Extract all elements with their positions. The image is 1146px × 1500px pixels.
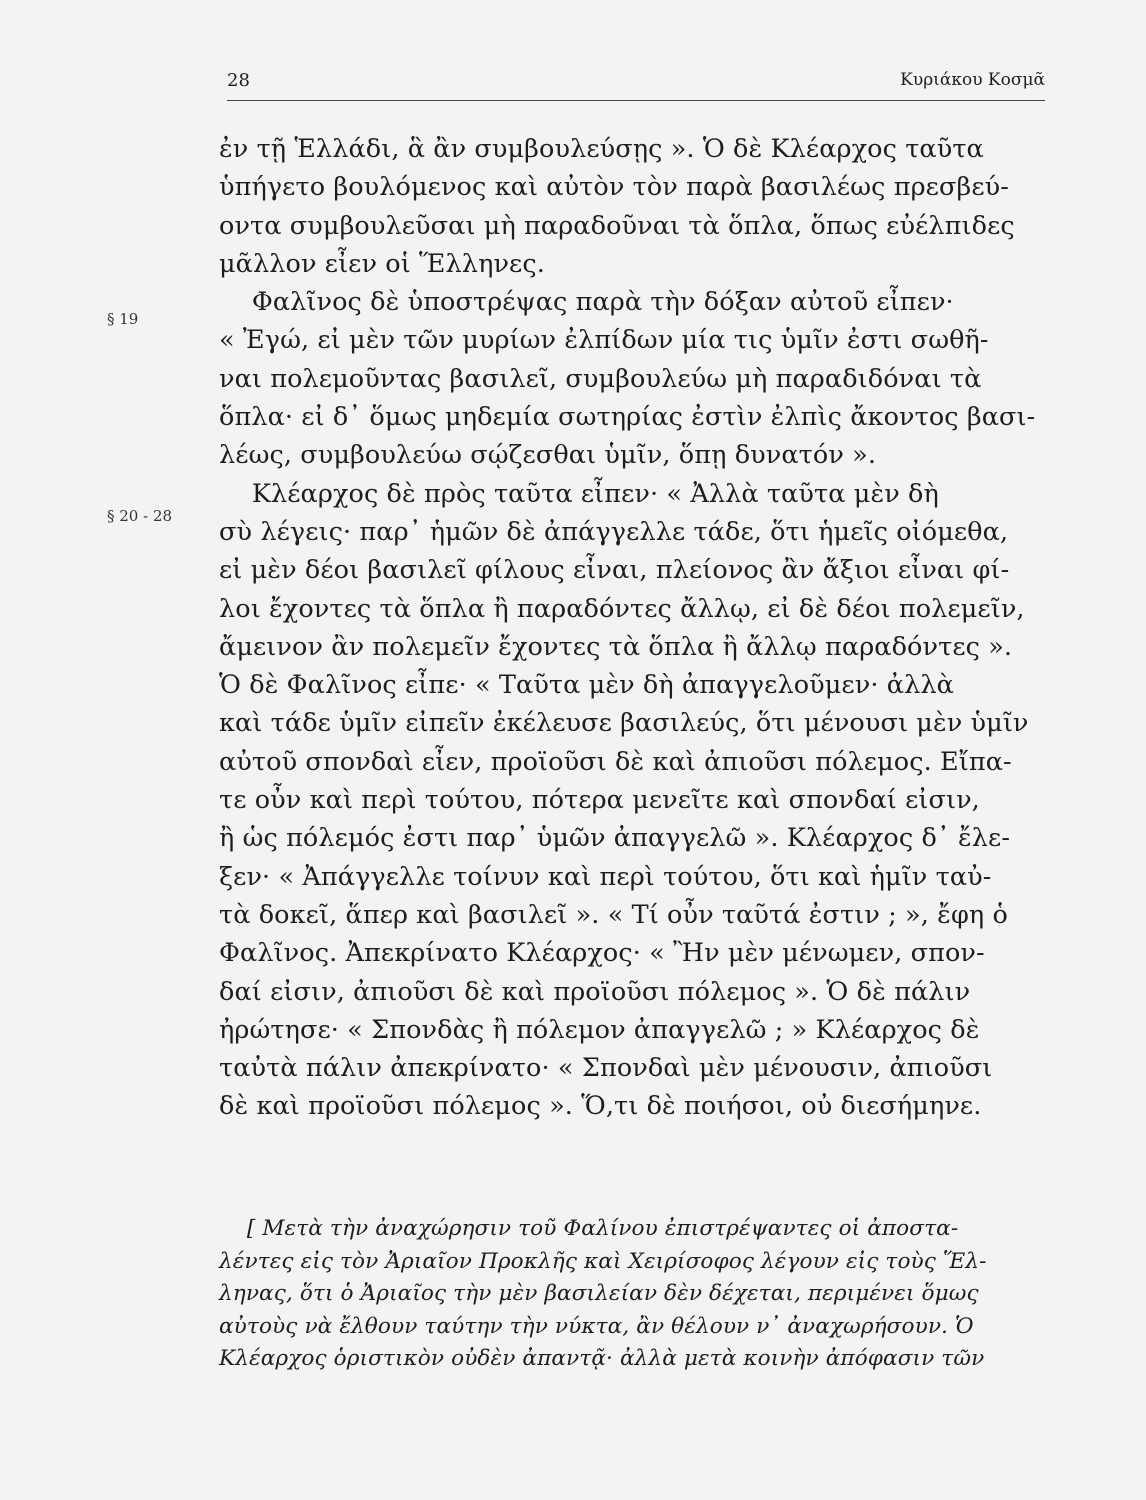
text-line: σὺ λέγεις· παρ᾽ ἡμῶν δὲ ἀπάγγελλε τάδε, ὅτι ἡμεῖς οἰόμεθα, xyxy=(219,516,1009,547)
text-line: τὰ δοκεῖ, ἅπερ καὶ βασιλεῖ ». « Τί οὖν ταῦτά ἐστιν ; », ἔφη ὁ xyxy=(219,899,1008,930)
summary-line: λέντες εἰς τὸν Ἀριαῖον Προκλῆς καὶ Χειρίσοφος λέγουν εἰς τοὺς Ἕλ- xyxy=(219,1248,987,1274)
text-line: εἰ μὲν δέοι βασιλεῖ φίλους εἶναι, πλείονος ἂν ἄξιοι εἶναι φί- xyxy=(219,555,1010,586)
text-line: δὲ καὶ προϊοῦσι πόλεμος ». Ὅ,τι δὲ ποιήσοι, οὐ διεσήμηνε. xyxy=(219,1091,982,1122)
text-line: ὅπλα· εἰ δ᾽ ὅμως μηδεμία σωτηρίας ἐστὶν ἐλπὶς ἄκοντος βασι- xyxy=(219,402,1036,433)
text-line: λοι ἔχοντες τὰ ὅπλα ἢ παραδόντες ἄλλῳ, εἰ δὲ δέοι πολεμεῖν, xyxy=(219,593,1025,624)
margin-note-section-19: § 19 xyxy=(107,310,139,328)
text-line: ταὐτὰ πάλιν ἀπεκρίνατο· « Σπονδαὶ μὲν μένουσιν, ἀπιοῦσι xyxy=(219,1053,993,1084)
text-line: αὐτοῦ σπονδαὶ εἶεν, προϊοῦσι δὲ καὶ ἀπιοῦσι πόλεμος. Εἴπα- xyxy=(219,746,1012,777)
text-line: ἐν τῇ Ἑλλάδι, ἃ ἂν συμβουλεύσῃς ». Ὁ δὲ Κλέαρχος ταῦτα xyxy=(219,134,984,164)
running-head: Κυριάκου Κοσμᾶ xyxy=(900,70,1045,90)
text-line: Φαλῖνος. Ἀπεκρίνατο Κλέαρχος· « Ἢν μὲν μένωμεν, σπον- xyxy=(219,938,985,969)
summary-line: Κλέαρχος ὁριστικὸν οὐδὲν ἀπαντᾷ· ἀλλὰ μετὰ κοινὴν ἀπόφασιν τῶν xyxy=(219,1346,985,1371)
page-header xyxy=(227,70,1045,94)
text-line: ναι πολεμοῦντας βασιλεῖ, συμβουλεύω μὴ παραδιδόναι τὰ xyxy=(219,363,982,394)
text-line: μᾶλλον εἶεν οἱ Ἕλληνες. xyxy=(219,248,545,279)
margin-note-section-20-28: § 20 - 28 xyxy=(107,507,173,525)
text-line: καὶ τάδε ὑμῖν εἰπεῖν ἐκέλευσε βασιλεύς, ὅτι μένουσι μὲν ὑμῖν xyxy=(219,708,1029,739)
text-line: ἠρώτησε· « Σπονδὰς ἢ πόλεμον ἀπαγγελῶ ; » Κλέαρχος δὲ xyxy=(219,1014,980,1045)
text-line: Φαλῖνος δὲ ὑποστρέψας παρὰ τὴν δόξαν αὐτοῦ εἶπεν· xyxy=(219,287,954,318)
text-line: Ὁ δὲ Φαλῖνος εἶπε· « Ταῦτα μὲν δὴ ἀπαγγελοῦμεν· ἀλλὰ xyxy=(219,670,954,701)
text-line: ἄμεινον ἂν πολεμεῖν ἔχοντες τὰ ὅπλα ἢ ἄλλῳ παραδόντες ». xyxy=(219,631,1013,662)
text-line: οντα συμβουλεῦσαι μὴ παραδοῦναι τὰ ὅπλα, ὅπως εὐέλπιδες xyxy=(219,210,1015,241)
text-line: ξεν· « Ἀπάγγελλε τοίνυν καὶ περὶ τούτου, ὅτι καὶ ἡμῖν ταὐ- xyxy=(219,861,992,892)
summary-line: [ Μετὰ τὴν ἀναχώρησιν τοῦ Φαλίνου ἐπιστρέψαντες οἱ ἀποστα- xyxy=(219,1216,959,1241)
text-line: ὑπήγετο βουλόμενος καὶ αὐτὸν τὸν παρὰ βασιλέως πρεσβεύ- xyxy=(219,172,1009,203)
text-line: Κλέαρχος δὲ πρὸς ταῦτα εἶπεν· « Ἀλλὰ ταῦτα μὲν δὴ xyxy=(219,478,939,509)
header-rule xyxy=(227,100,1045,101)
text-line: λέως, συμβουλεύω σῴζεσθαι ὑμῖν, ὅπῃ δυνατόν ». xyxy=(219,440,877,471)
summary-line: ληνας, ὅτι ὁ Ἀριαῖος τὴν μὲν βασιλείαν δὲν δέχεται, περιμένει ὅμως xyxy=(219,1281,979,1306)
text-line: « Ἐγώ, εἰ μὲν τῶν μυρίων ἐλπίδων μία τις ὑμῖν ἐστι σωθῆ- xyxy=(219,325,989,356)
page-number: 28 xyxy=(227,70,250,91)
text-line: δαί εἰσιν, ἀπιοῦσι δὲ καὶ προϊοῦσι πόλεμος ». Ὁ δὲ πάλιν xyxy=(219,976,971,1007)
text-line: τε οὖν καὶ περὶ τούτου, πότερα μενεῖτε καὶ σπονδαί εἰσιν, xyxy=(219,785,980,816)
text-line: ἢ ὡς πόλεμός ἐστι παρ᾽ ὑμῶν ἀπαγγελῶ ». Κλέαρχος δ᾽ ἔλε- xyxy=(219,823,1011,854)
italic-summary xyxy=(219,1213,1051,1376)
main-text xyxy=(219,130,1051,1126)
summary-line: αὐτοὺς νὰ ἔλθουν ταύτην τὴν νύκτα, ἂν θέλουν ν᾽ ἀναχωρήσουν. Ὁ xyxy=(219,1313,974,1339)
